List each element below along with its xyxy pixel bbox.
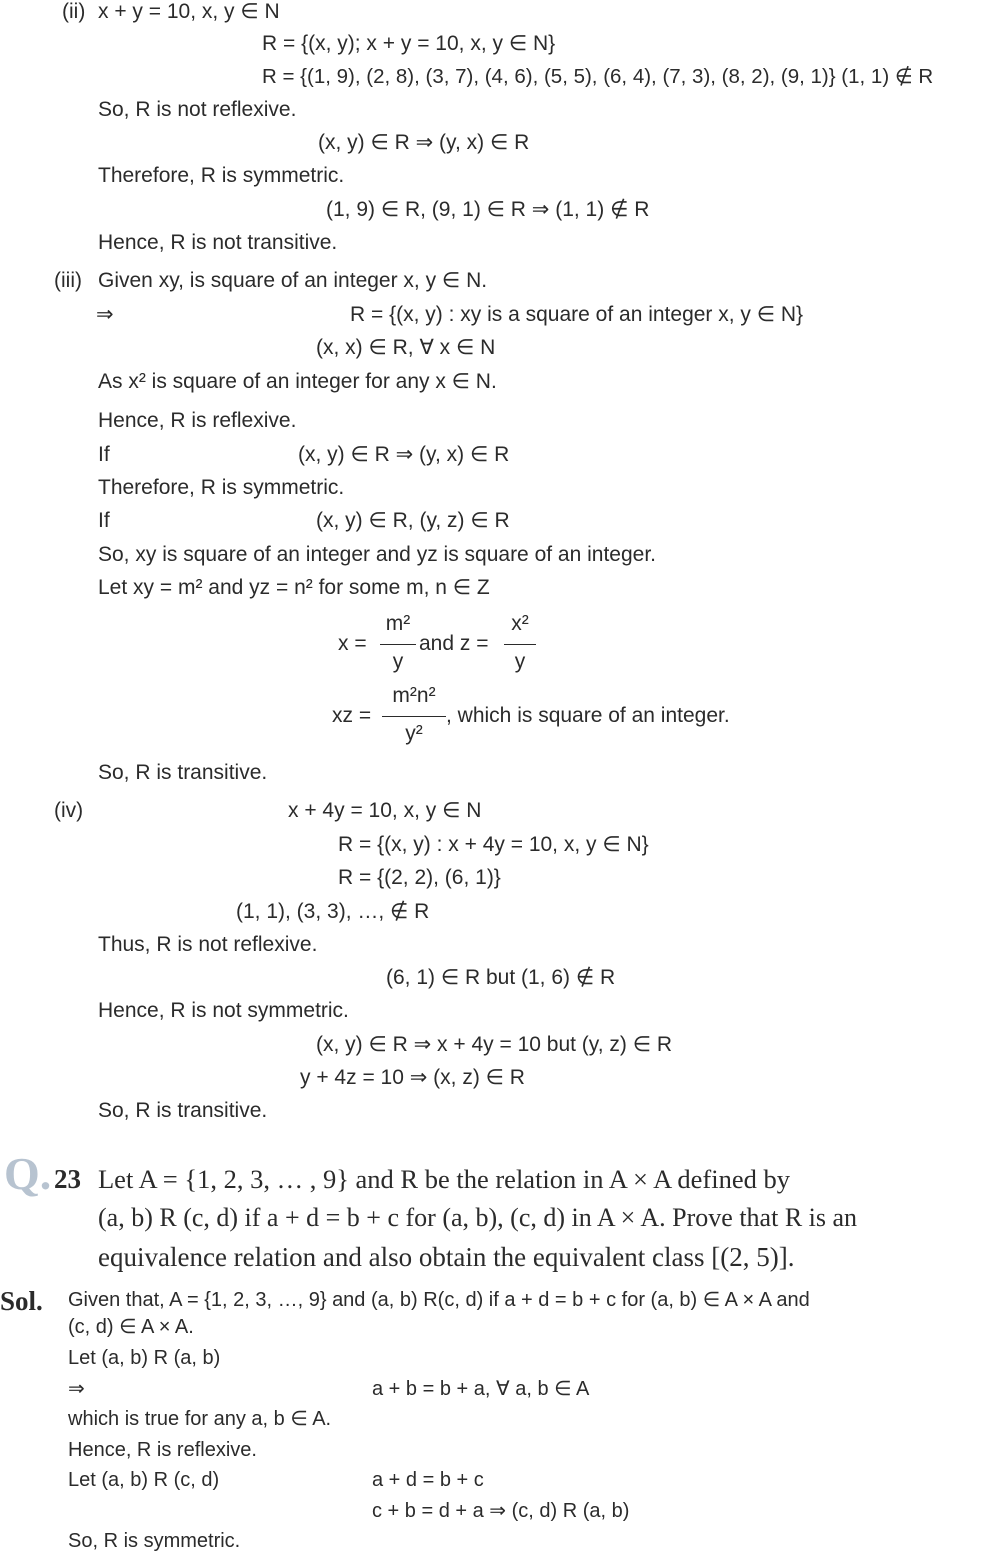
part-iv-not-symmetric: Hence, R is not symmetric. — [98, 999, 349, 1022]
part-ii-symmetric-implication: (x, y) ∈ R ⇒ (y, x) ∈ R — [318, 131, 530, 154]
fraction-x2-over-y — [504, 612, 536, 676]
part-iv-given: x + 4y = 10, x, y ∈ N — [288, 799, 482, 822]
part-iii-definition: R = {(x, y) : xy is a square of an integer x, y ∈ N} — [350, 303, 804, 326]
solution-let-reflexive: Let (a, b) R (a, b) — [68, 1347, 221, 1369]
part-iii-label: (iii) — [54, 269, 82, 292]
solution-reflexive-equation: a + b = b + a, ∀ a, b ∈ A — [372, 1378, 590, 1400]
fraction-m2n2-over-y2 — [382, 684, 446, 750]
solution-symmetric: So, R is symmetric. — [68, 1530, 241, 1552]
solution-label: Sol. — [0, 1286, 43, 1316]
solution-true-for-all: which is true for any a, b ∈ A. — [68, 1408, 332, 1430]
solution-let-symmetric: Let (a, b) R (c, d) — [68, 1469, 220, 1491]
part-iii-transitive: So, R is transitive. — [98, 761, 268, 784]
part-iv-transitive-line-2: y + 4z = 10 ⇒ (x, z) ∈ R — [300, 1066, 525, 1089]
part-iv-transitive-line-1: (x, y) ∈ R ⇒ x + 4y = 10 but (y, z) ∈ R — [316, 1033, 673, 1056]
fraction-bar — [504, 644, 536, 645]
part-iv-excluded-pairs: (1, 1), (3, 3), …, ∉ R — [236, 900, 430, 923]
xz-equals: xz = — [332, 704, 372, 727]
part-iii-let-statement: Let xy = m² and yz = n² for some m, n ∈ Z — [98, 576, 490, 599]
part-iv-transitive: So, R is transitive. — [98, 1099, 268, 1122]
question-number: 23 — [54, 1164, 81, 1194]
part-ii-not-reflexive: So, R is not reflexive. — [98, 98, 297, 121]
part-ii-transitive-check: (1, 9) ∈ R, (9, 1) ∈ R ⇒ (1, 1) ∉ R — [326, 198, 650, 221]
part-ii-given: x + y = 10, x, y ∈ N — [98, 0, 280, 23]
part-iv-symmetric-check: (6, 1) ∈ R but (1, 6) ∉ R — [386, 966, 616, 989]
part-ii-label: (ii) — [62, 0, 86, 23]
part-iii-reflexive-statement: (x, x) ∈ R, ∀ x ∈ N — [316, 336, 496, 359]
fraction-denominator: y — [514, 650, 526, 673]
solution-symmetric-equation-1: a + d = b + c — [372, 1469, 484, 1491]
implies-symbol: ⇒ — [96, 303, 114, 326]
part-iii-xy-statement: So, xy is square of an integer and yz is square of an integer. — [98, 543, 656, 566]
part-iv-not-reflexive: Thus, R is not reflexive. — [98, 933, 318, 956]
xz-square-statement: , which is square of an integer. — [446, 704, 730, 727]
part-iv-set: R = {(2, 2), (6, 1)} — [338, 866, 501, 889]
part-iii-symmetric-implication: (x, y) ∈ R ⇒ (y, x) ∈ R — [298, 443, 510, 466]
fraction-numerator: m² — [385, 612, 411, 635]
fraction-numerator: x² — [511, 612, 529, 635]
part-iii-symmetric: Therefore, R is symmetric. — [98, 476, 345, 499]
part-ii-set: R = {(1, 9), (2, 8), (3, 7), (4, 6), (5, 5), (6, 4), (7, 3), (8, 2), (9, 1)} (1, 1) ∉ R — [262, 65, 934, 88]
fraction-denominator: y² — [405, 722, 423, 745]
and-z-equals: and z = — [419, 632, 489, 655]
part-ii-not-transitive: Hence, R is not transitive. — [98, 231, 338, 254]
part-iii-reflexive: Hence, R is reflexive. — [98, 409, 297, 432]
part-iii-x-squared: As x² is square of an integer for any x ∈ N. — [98, 370, 497, 393]
question-mark-logo: Q. — [4, 1148, 52, 1199]
fraction-m2-over-y — [380, 612, 416, 676]
fraction-numerator: m²n² — [392, 684, 436, 707]
question-line-2: (a, b) R (c, d) if a + d = b + c for (a, b), (c, d) in A × A. Prove that R is an — [98, 1203, 858, 1232]
solution-given-line-2: (c, d) ∈ A × A. — [68, 1316, 194, 1338]
part-iv-definition: R = {(x, y) : x + 4y = 10, x, y ∈ N} — [338, 833, 649, 856]
part-iii-if-label-2: If — [98, 509, 110, 532]
solution-symmetric-equation-2: c + b = d + a ⇒ (c, d) R (a, b) — [372, 1500, 630, 1522]
question-line-1: Let A = {1, 2, 3, … , 9} and R be the relation in A × A defined by — [98, 1164, 790, 1194]
part-iv-label: (iv) — [54, 799, 84, 822]
fraction-bar — [382, 716, 446, 717]
question-line-3: equivalence relation and also obtain the equivalent class [(2, 5)]. — [98, 1242, 795, 1272]
solution-reflexive: Hence, R is reflexive. — [68, 1439, 257, 1461]
x-equals: x = — [338, 632, 367, 655]
fraction-bar — [380, 644, 416, 645]
part-iii-if-label: If — [98, 443, 110, 466]
part-ii-symmetric: Therefore, R is symmetric. — [98, 164, 345, 187]
part-iii-given: Given xy, is square of an integer x, y ∈ N. — [98, 269, 488, 292]
part-ii-definition: R = {(x, y); x + y = 10, x, y ∈ N} — [262, 32, 556, 55]
fraction-denominator: y — [392, 650, 404, 673]
solution-given-line-1: Given that, A = {1, 2, 3, …, 9} and (a, b) R(c, d) if a + d = b + c for (a, b) ∈ A × A and — [68, 1289, 810, 1311]
implies-symbol: ⇒ — [68, 1378, 85, 1400]
part-iii-transitive-premise: (x, y) ∈ R, (y, z) ∈ R — [316, 509, 510, 532]
